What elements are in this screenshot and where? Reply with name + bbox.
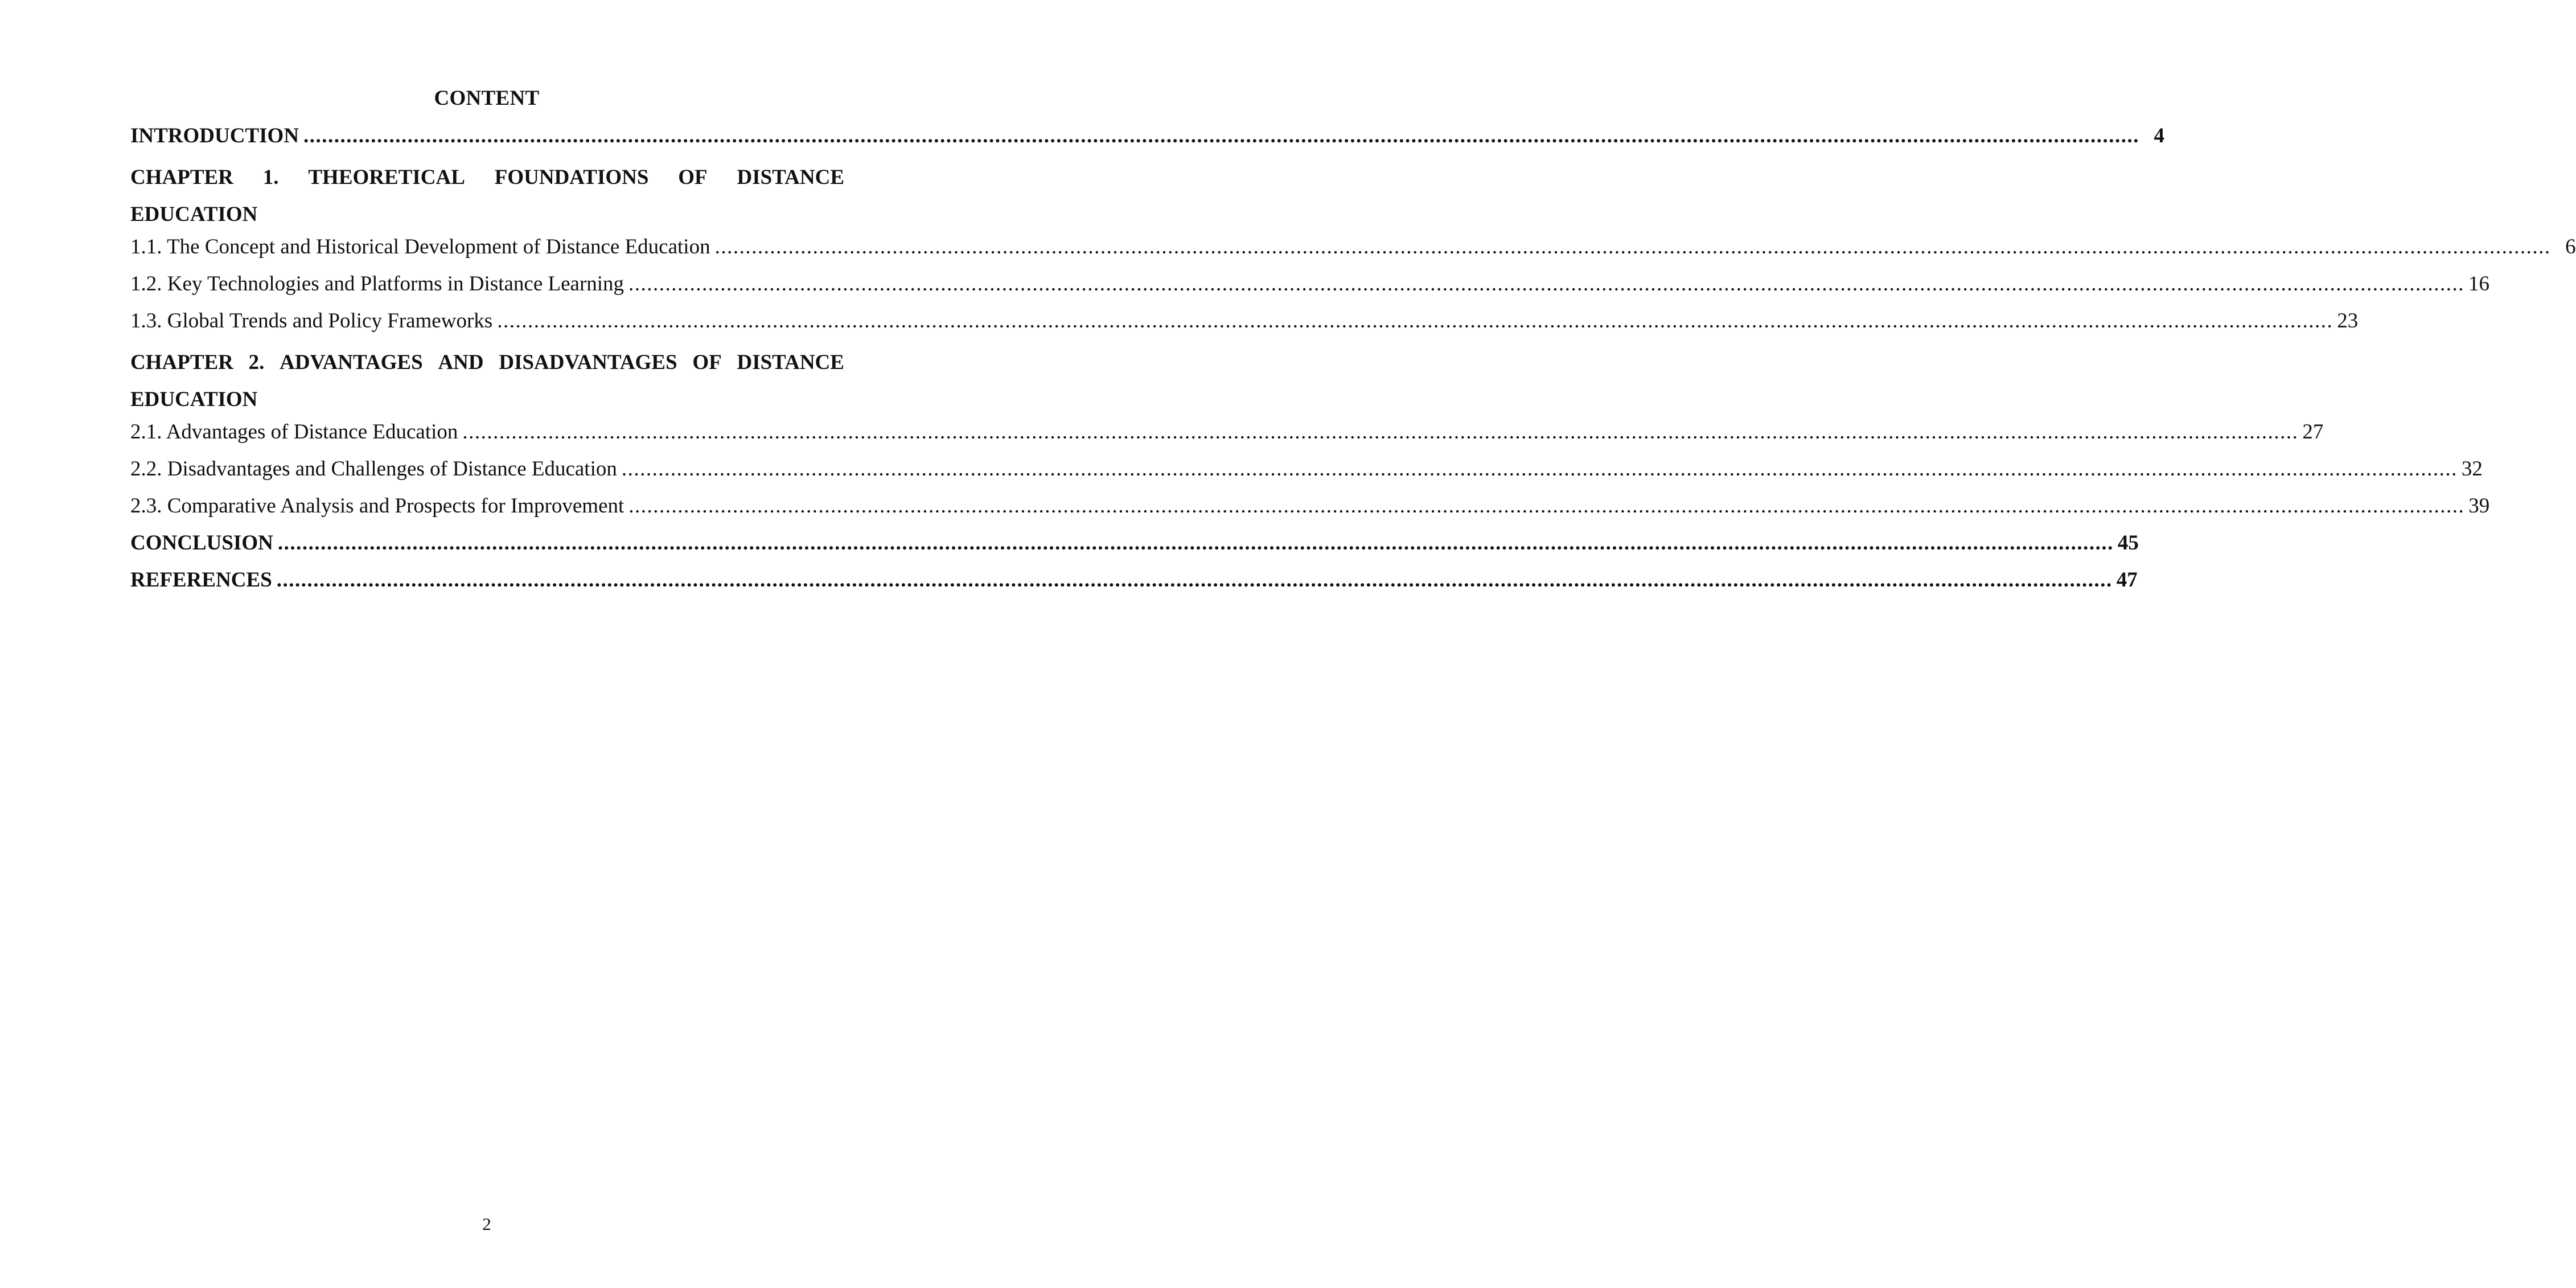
toc-entry-2-1 (130, 418, 2324, 455)
chapter-heading-word: ADVANTAGES (280, 351, 423, 374)
toc-entry-conclusion (130, 529, 2139, 566)
chapter-heading-word: THEORETICAL (308, 166, 465, 189)
page-number: 2 (482, 1214, 491, 1234)
toc-title: CONTENT (434, 87, 540, 110)
chapter-heading-word: OF (678, 166, 708, 189)
toc-entry-1-1 (130, 233, 2576, 270)
toc-entry-label: 1.2. Key Technologies and Platforms in Distance Learning (130, 272, 625, 296)
toc-entry-2-2 (130, 455, 2483, 492)
chapter-heading-line: EDUCATION (130, 388, 258, 411)
chapter-heading-line (130, 344, 844, 381)
chapter-heading-word: FOUNDATIONS (494, 166, 649, 189)
chapter-heading-word: DISADVANTAGES (499, 351, 677, 374)
toc-entry-label: REFERENCES (130, 568, 272, 592)
dot-leader: ............................................................................................................................................................................................................................................................................................................ (714, 235, 2551, 259)
dot-leader: ............................................................................................................................................................................................................................................................................................................ (497, 309, 2333, 333)
chapter-heading-word: AND (438, 351, 484, 374)
toc-chapter-1-heading (130, 159, 844, 233)
toc-entry-label: 1.3. Global Trends and Policy Frameworks (130, 309, 493, 333)
toc-entry-label: 2.2. Disadvantages and Challenges of Distance Education (130, 457, 617, 481)
toc-entry-introduction (130, 122, 2165, 159)
toc-entry-label: 2.1. Advantages of Distance Education (130, 420, 458, 444)
toc-entry-page: 45 (2117, 531, 2139, 555)
dot-leader: ............................................................................................................................................................................................................................................................................................................ (303, 124, 2140, 147)
toc-entry-page: 6 (2565, 235, 2576, 259)
chapter-heading-word: CHAPTER (130, 166, 233, 189)
toc-entry-2-3 (130, 492, 2490, 529)
toc-entry-page: 27 (2302, 420, 2324, 444)
dot-leader: ............................................................................................................................................................................................................................................................................................................ (621, 457, 2458, 481)
dot-leader: ............................................................................................................................................................................................................................................................................................................ (628, 494, 2465, 518)
toc-entry-page: 47 (2116, 568, 2138, 592)
toc-entry-label: INTRODUCTION (130, 124, 299, 147)
chapter-heading-word: 1. (262, 166, 279, 189)
toc-entry-1-3 (130, 307, 2359, 344)
chapter-heading-word: 2. (248, 351, 265, 374)
dot-leader: ............................................................................................................................................................................................................................................................................................................ (462, 420, 2299, 444)
toc-chapter-2-heading (130, 344, 844, 418)
toc-entry-label: 1.1. The Concept and Historical Development of Distance Education (130, 235, 710, 259)
toc-entry-label: 2.3. Comparative Analysis and Prospects for Improvement (130, 494, 625, 518)
chapter-heading-word: CHAPTER (130, 351, 233, 374)
chapter-heading-line (130, 159, 844, 196)
toc-entry-page: 32 (2461, 457, 2483, 481)
dot-leader: ............................................................................................................................................................................................................................................................................................................ (628, 272, 2465, 296)
chapter-heading-line: EDUCATION (130, 203, 258, 226)
table-of-contents (130, 122, 2576, 603)
toc-entry-page: 4 (2154, 124, 2165, 147)
toc-entry-label: CONCLUSION (130, 531, 273, 555)
toc-entry-references (130, 566, 2138, 603)
toc-entry-page: 23 (2337, 309, 2359, 333)
chapter-heading-word: DISTANCE (737, 351, 844, 374)
chapter-heading-word: OF (692, 351, 722, 374)
dot-leader: ............................................................................................................................................................................................................................................................................................................ (277, 531, 2114, 555)
toc-entry-page: 16 (2468, 272, 2490, 296)
dot-leader: ............................................................................................................................................................................................................................................................................................................ (276, 568, 2113, 592)
toc-entry-1-2 (130, 270, 2490, 307)
toc-entry-page: 39 (2468, 494, 2490, 518)
chapter-heading-word: DISTANCE (737, 166, 844, 189)
